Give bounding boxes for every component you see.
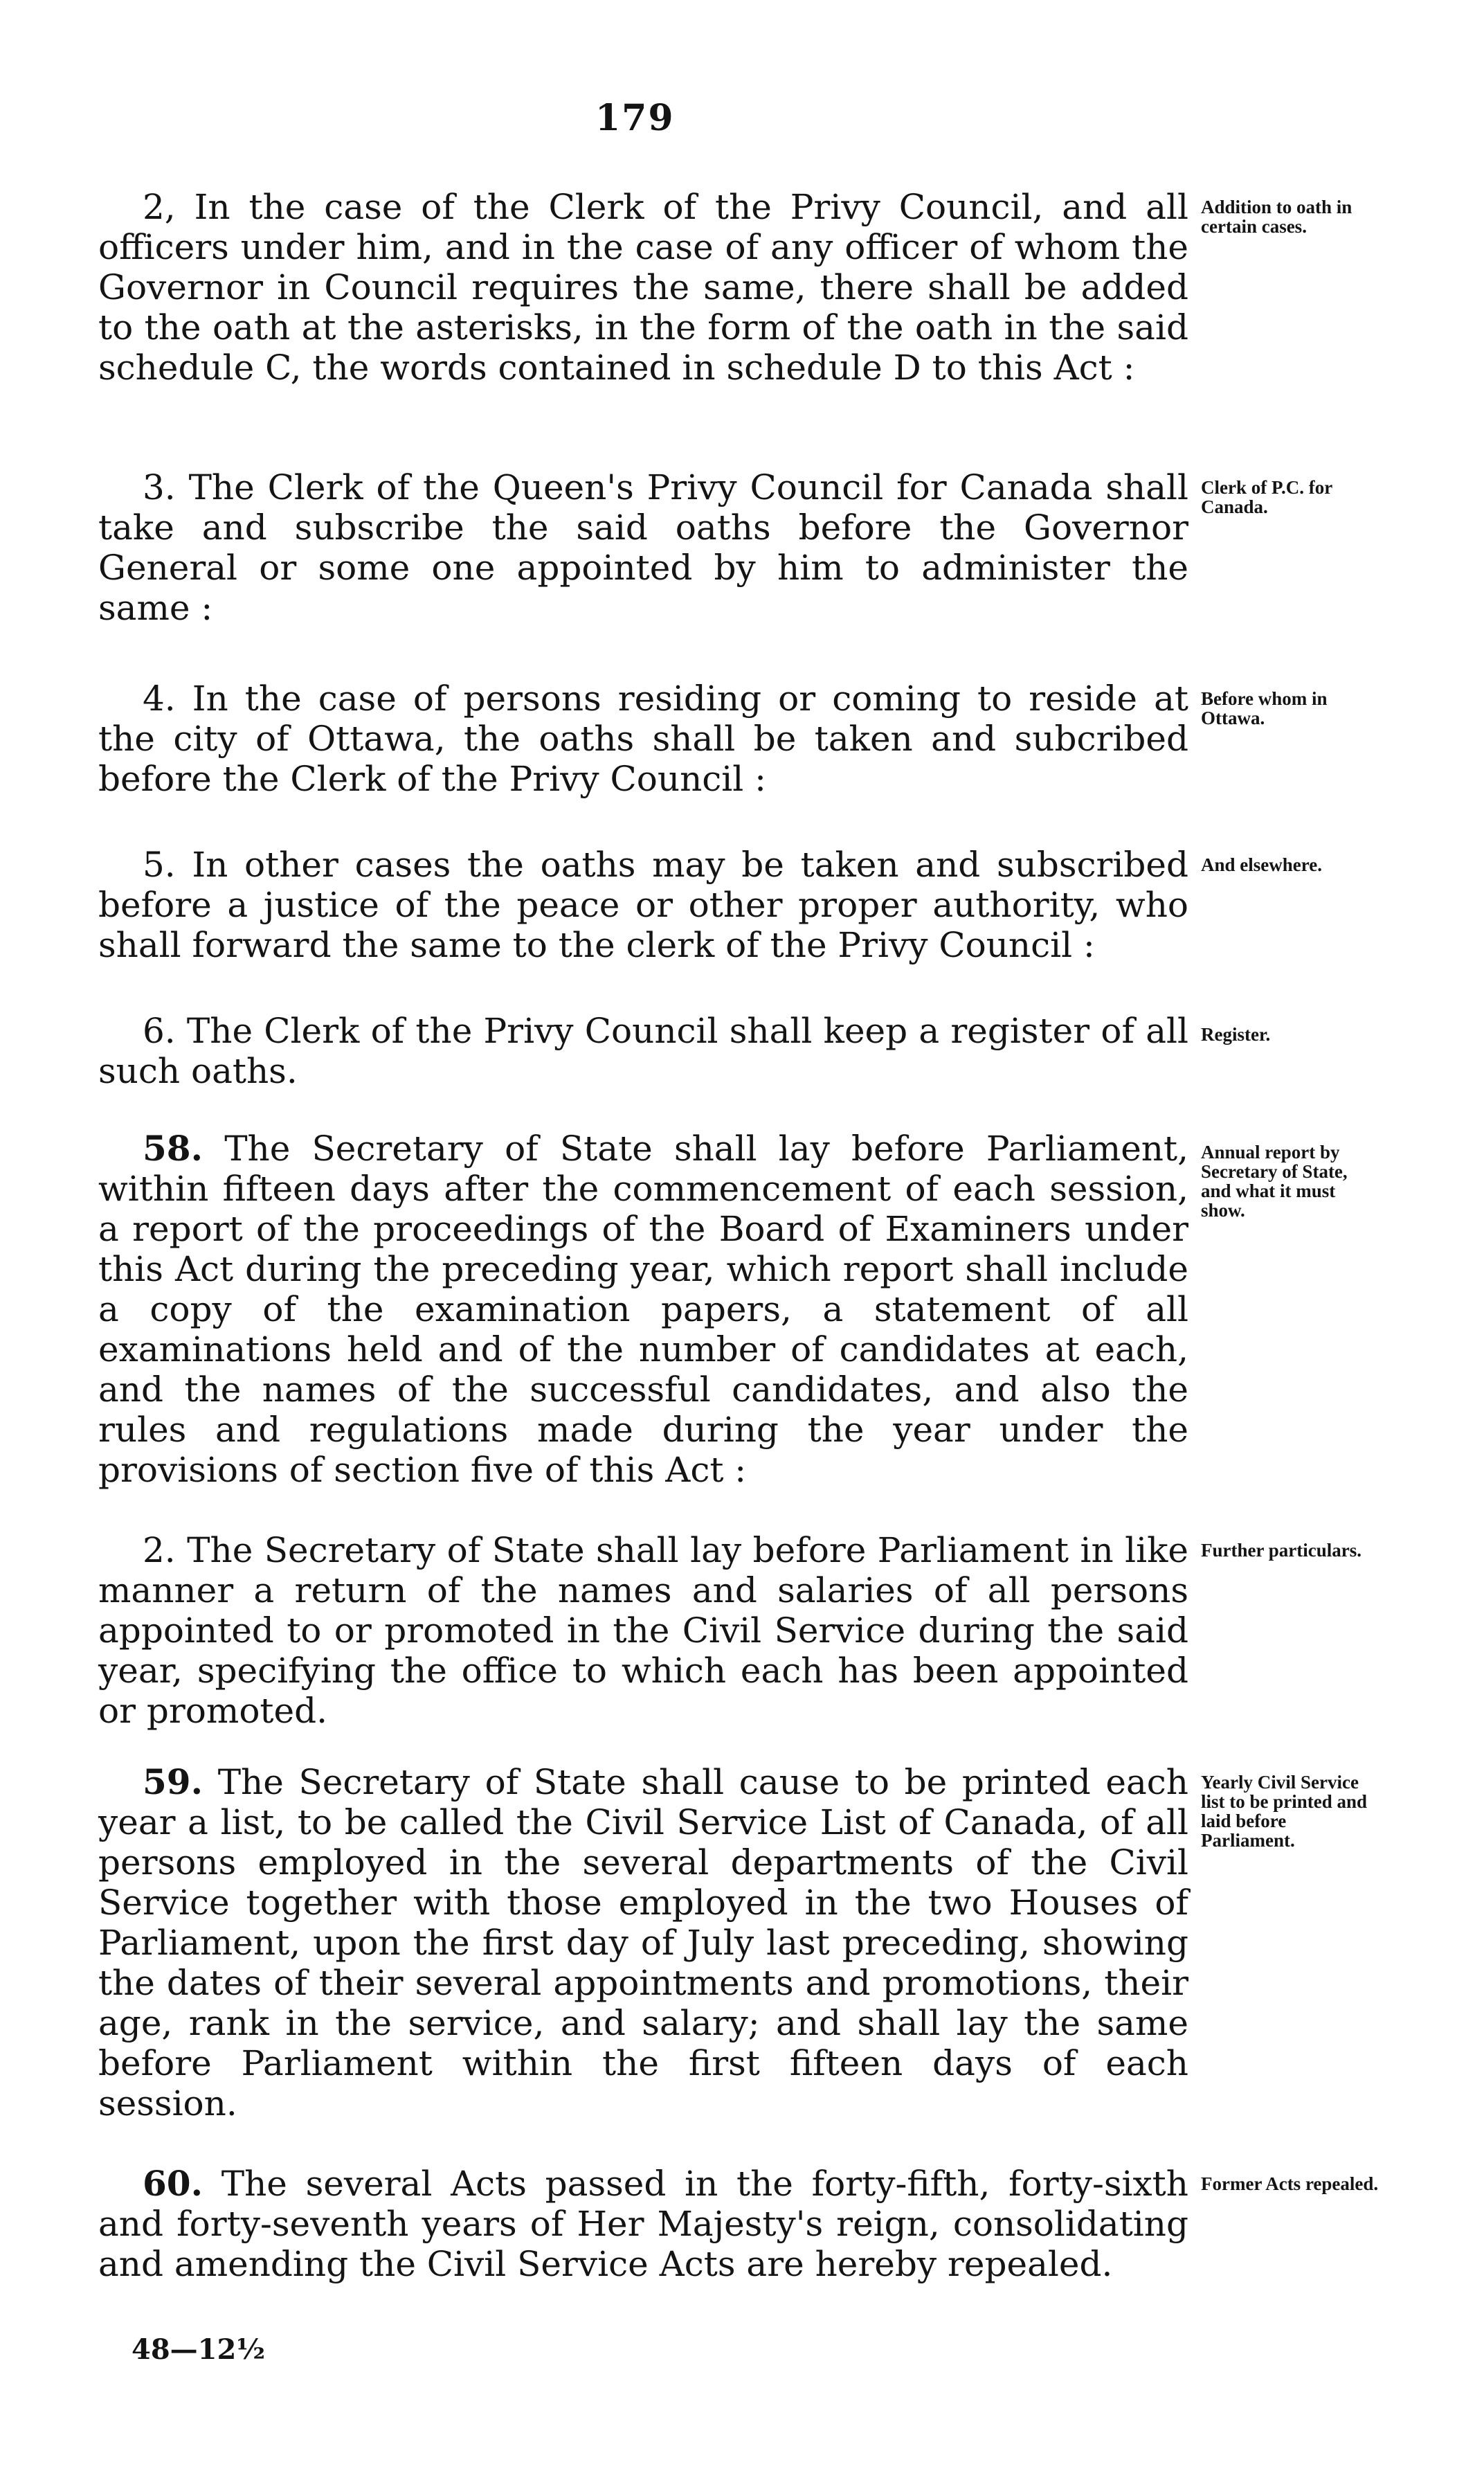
paragraph-section-60 (98, 2164, 1188, 2284)
printer-signature-mark: 48—12½ (132, 2333, 266, 2366)
paragraph-text: 2. The Secretary of State shall lay before Parliament in like manner a return of the names and salaries of all persons appointed to or promoted in the Civil Service during the said year, specifying the office to which each has been appointed or promoted. (98, 1530, 1188, 1731)
paragraph-text: 4. In the case of persons residing or coming to reside at the city of Ottawa, the oaths shall be taken and subcribed before the Clerk of the Privy Council : (98, 679, 1188, 799)
paragraph-text: 3. The Clerk of the Queen's Privy Council for Canada shall take and subscribe the said oaths before the Governor General or some one appointed by him to administer the same : (98, 467, 1188, 628)
paragraph-text: 5. In other cases the oaths may be taken and subscribed before a justice of the peace or other proper authority, who shall forward the same to the clerk of the Privy Council : (98, 845, 1188, 965)
margin-note-before-whom: Before whom in Ottawa. (1201, 688, 1328, 728)
paragraph-section-58-clause-2 (98, 1530, 1188, 1731)
paragraph-section-59 (98, 1762, 1188, 2124)
margin-note-civil-service-list: Yearly Civil Service list to be printed and laid before Parliament. (1201, 1772, 1368, 1851)
paragraph-clause-2-oath-addition (98, 187, 1188, 388)
paragraph-text: 6. The Clerk of the Privy Council shall keep a register of all such oaths. (98, 1011, 1188, 1091)
section-body: The Secretary of State shall cause to be printed each year a list, to be called the Civil Service List of Canada, of all persons employed in the several departments of the Civil Service together with those employed in the two Houses of Parliament, upon the first day of July last preceding, showing the dates of their several appointments and promotions, their age, rank in the service, and salary; and shall lay the same before Parliament within the first fifteen days of each session. (98, 1762, 1188, 2124)
margin-note-register: Register. (1201, 1024, 1271, 1045)
paragraph-clause-3-clerk (98, 467, 1188, 628)
margin-note-former-acts-repealed: Former Acts repealed. (1201, 2173, 1379, 2194)
section-number: 60. (143, 2163, 203, 2204)
page-number: 179 (595, 97, 675, 139)
paragraph-text (98, 2164, 1188, 2284)
paragraph-text (98, 1129, 1188, 1490)
section-body: The Secretary of State shall lay before Parliament, within fifteen days after the commencement of each session, a report of the proceedings of the Board of Examiners under this Act during the preceding year, which report shall include a copy of the examination papers, a statement of all examinations held and of the number of candidates at each, and the names of the successful candidates, and also the rules and regulations made during the year under the provisions of section five of this Act : (98, 1129, 1188, 1490)
margin-note-clerk-pc: Clerk of P.C. for Canada. (1201, 477, 1332, 517)
section-body: The several Acts passed in the forty-fifth, forty-sixth and forty-seventh years of Her Majesty's reign, consolidating and amending the Civil Service Acts are hereby repealed. (98, 2164, 1188, 2284)
margin-note-elsewhere: And elsewhere. (1201, 854, 1322, 875)
margin-note-further-particulars: Further particulars. (1201, 1540, 1361, 1561)
paragraph-section-58 (98, 1129, 1188, 1490)
section-number: 59. (143, 1761, 203, 1802)
paragraph-clause-6-register (98, 1011, 1188, 1091)
margin-note-addition-to-oath: Addition to oath in certain cases. (1201, 197, 1352, 237)
paragraph-clause-5-other-cases (98, 845, 1188, 965)
paragraph-clause-4-ottawa (98, 679, 1188, 799)
section-number: 58. (143, 1128, 203, 1169)
paragraph-text (98, 1762, 1188, 2124)
margin-note-annual-report: Annual report by Secretary of State, and what it must show. (1201, 1142, 1348, 1221)
paragraph-text: 2, In the case of the Clerk of the Privy Council, and all officers under him, and in the case of any officer of whom the Governor in Council requires the same, there shall be added to the oath at the asterisks, in the form of the oath in the said schedule C, the words contained in schedule D to this Act : (98, 187, 1188, 388)
